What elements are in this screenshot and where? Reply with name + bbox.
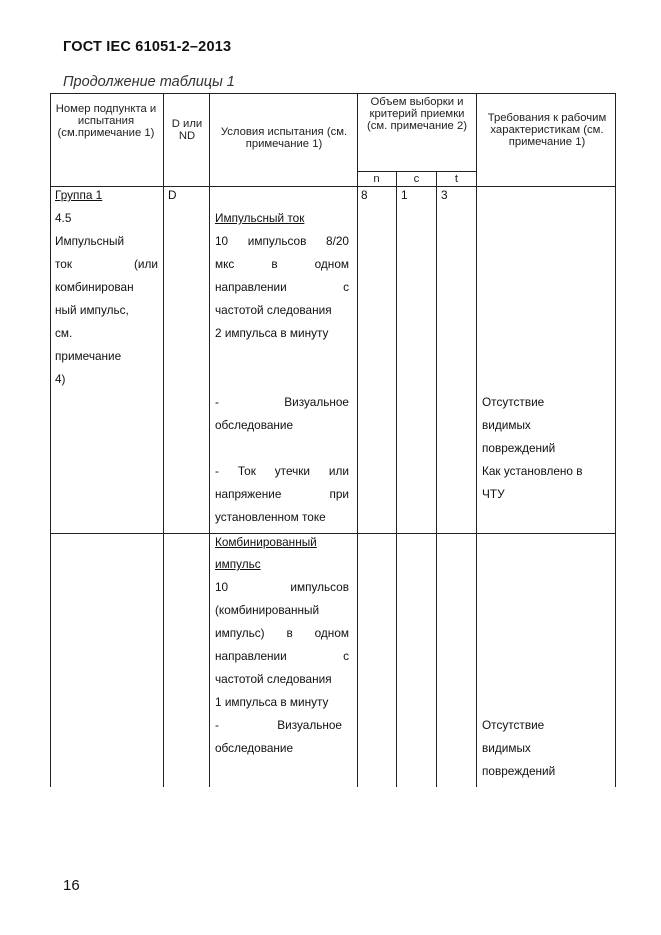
- condition-line: 1 импульса в минуту: [215, 695, 329, 709]
- col-divider-3: [357, 93, 358, 787]
- header-sub-n: n: [373, 173, 380, 185]
- col-divider-1: [163, 93, 164, 787]
- document-title: ГОСТ IEC 61051-2–2013: [63, 39, 232, 55]
- sample-t-value: 3: [441, 188, 448, 202]
- condition-line: 10 импульсов 8/20: [215, 234, 349, 248]
- condition-line: частотой следования: [215, 672, 332, 686]
- item-name-line: 4): [55, 372, 66, 386]
- item-number: 4.5: [55, 211, 72, 225]
- check-line: установленном токе: [215, 510, 326, 524]
- condition-line: 2 импульса в минуту: [215, 326, 329, 340]
- item-name-line: ный импульс,: [55, 303, 129, 317]
- group-label: Группа 1: [55, 188, 103, 202]
- item-name-word: (или: [134, 257, 158, 271]
- condition-title: Импульсный ток: [215, 211, 305, 225]
- header-sample-size: Объем выборки и критерий приемки (см. примечание 2): [366, 96, 468, 132]
- col-divider-n-c: [396, 171, 397, 787]
- condition-line: (комбинированный: [215, 603, 320, 617]
- header-dnd: D или ND: [171, 118, 203, 142]
- check-line: обследование: [215, 418, 294, 432]
- sample-c-value: 1: [401, 188, 408, 202]
- condition-line: 10 импульсов: [215, 580, 349, 594]
- requirement-line: видимых: [482, 741, 531, 755]
- item-name-word: ток: [55, 257, 72, 271]
- requirement-line: повреждений: [482, 764, 556, 778]
- requirement-line: Как установлено в: [482, 464, 583, 478]
- dnd-value: D: [168, 188, 177, 202]
- condition-title: импульс: [215, 557, 261, 571]
- col-divider-c-t: [436, 171, 437, 787]
- item-name-line: Импульсный: [55, 234, 125, 248]
- col-divider-2: [209, 93, 210, 787]
- row-separator: [50, 533, 616, 534]
- requirement-line: видимых: [482, 418, 531, 432]
- requirement-line: повреждений: [482, 441, 556, 455]
- check-line: - Визуальное: [215, 395, 349, 409]
- table-left-border: [50, 93, 51, 787]
- header-sub-t: t: [454, 173, 459, 185]
- table-caption: Продолжение таблицы 1: [63, 74, 235, 90]
- header-requirements: Требования к рабочим характеристикам (см. примечание 1): [487, 112, 607, 148]
- condition-line: частотой следования: [215, 303, 332, 317]
- table-right-border: [615, 93, 616, 787]
- condition-title: Комбинированный: [215, 535, 317, 549]
- page-number: 16: [63, 877, 80, 894]
- table-top-border: [50, 93, 616, 94]
- condition-line: направлении с: [215, 280, 349, 294]
- item-name-line: примечание: [55, 349, 122, 363]
- col-divider-4: [476, 93, 477, 787]
- requirement-line: Отсутствие: [482, 395, 545, 409]
- check-line: - Ток утечки или: [215, 464, 349, 478]
- check-line: обследование: [215, 741, 294, 755]
- check-line: напряжение при: [215, 487, 349, 501]
- subheader-divider: [357, 171, 476, 172]
- requirement-line: Отсутствие: [482, 718, 545, 732]
- condition-line: импульс) в одном: [215, 626, 349, 640]
- header-conditions: Условия испытания (см. примечание 1): [220, 126, 348, 150]
- requirement-line: ЧТУ: [482, 487, 505, 501]
- header-sub-c: c: [413, 173, 420, 185]
- item-name-line: см.: [55, 326, 73, 340]
- header-item-number: Номер подпункта и испытания (см.примечание 1): [55, 103, 157, 139]
- item-name-line: [55, 253, 158, 276]
- check-line: - Визуальное: [215, 718, 342, 732]
- condition-line: мкс в одном: [215, 257, 349, 271]
- sample-n-value: 8: [361, 188, 368, 202]
- header-bottom-border: [50, 186, 616, 187]
- condition-line: направлении с: [215, 649, 349, 663]
- item-name-line: комбинирован: [55, 280, 134, 294]
